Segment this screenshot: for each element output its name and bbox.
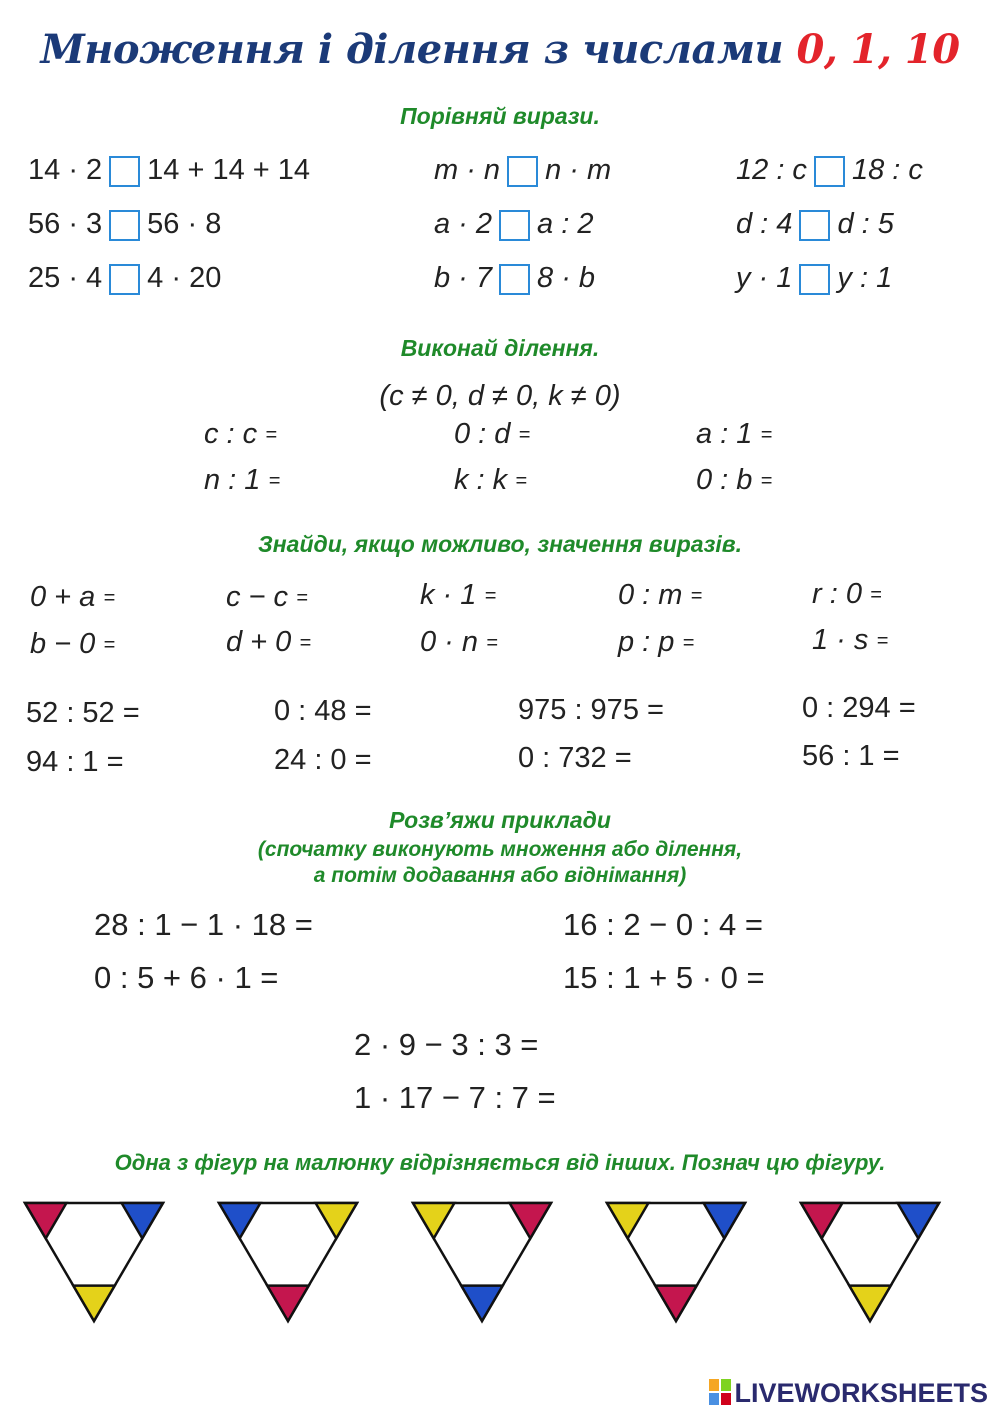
compare-row: y · 1 y : 1 — [736, 262, 893, 294]
find-expr: r : 0 = — [812, 578, 882, 610]
division-expr: 0 : d = — [454, 418, 531, 450]
compare-answer-box[interactable] — [499, 264, 530, 295]
numeric-expr: 0 : 48 = — [274, 695, 372, 727]
compare-answer-box[interactable] — [799, 210, 830, 241]
triangle-corner-bottom — [849, 1286, 890, 1321]
page-title: Множення і ділення з числами 0, 1, 10 — [40, 26, 960, 73]
triangle-corner-bottom — [655, 1286, 696, 1321]
compare-row: 56 · 3 56 · 8 — [28, 208, 222, 240]
numeric-expr: 56 : 1 = — [802, 740, 900, 772]
division-expr: 0 : b = — [696, 464, 773, 496]
division-expr: a : 1 = — [696, 418, 773, 450]
find-expr: 0 : m = — [618, 579, 703, 611]
solve-note-line2: а потім додавання або віднімання) — [313, 864, 687, 887]
compare-answer-box[interactable] — [499, 210, 530, 241]
division-expr: n : 1 = — [204, 464, 281, 496]
division-expr: c : c = — [204, 418, 277, 450]
numeric-expr: 0 : 732 = — [518, 742, 632, 774]
solve-expr: 15 : 1 + 5 · 0 = — [563, 960, 765, 995]
division-condition: (c ≠ 0, d ≠ 0, k ≠ 0) — [379, 380, 621, 412]
find-expr: k · 1 = — [420, 579, 497, 611]
solve-expr: 16 : 2 − 0 : 4 = — [563, 907, 763, 942]
find-expr: c − c = — [226, 581, 308, 613]
liveworksheets-logo-icon — [709, 1379, 731, 1405]
solve-expr: 2 · 9 − 3 : 3 = — [354, 1027, 539, 1062]
find-expr: 1 · s = — [812, 624, 889, 656]
heading-figures: Одна з фігур на малюнку відрізняється від інших. Познач цю фігуру. — [114, 1150, 886, 1175]
triangle-corner-bottom — [73, 1286, 114, 1321]
heading-divide: Виконай ділення. — [400, 335, 600, 361]
solve-expr: 1 · 17 − 7 : 7 = — [354, 1080, 556, 1115]
triangle-figure[interactable] — [604, 1200, 748, 1324]
heading-solve: Розв’яжи приклади — [389, 807, 611, 833]
find-expr: 0 + a = — [30, 581, 116, 613]
solve-note-line1: (спочатку виконують множення або ділення, — [257, 838, 743, 861]
solve-expr: 0 : 5 + 6 · 1 = — [94, 960, 279, 995]
triangle-corner-bottom — [461, 1286, 502, 1321]
numeric-expr: 24 : 0 = — [274, 744, 372, 776]
liveworksheets-logo: LIVEWORKSHEETS — [709, 1378, 988, 1409]
triangle-corner-bottom — [267, 1286, 308, 1321]
compare-row: a · 2 a : 2 — [434, 208, 594, 240]
solve-expr: 28 : 1 − 1 · 18 = — [94, 907, 313, 942]
numeric-expr: 52 : 52 = — [26, 697, 140, 729]
compare-answer-box[interactable] — [507, 156, 538, 187]
numeric-expr: 94 : 1 = — [26, 746, 124, 778]
compare-row: b · 7 8 · b — [434, 262, 596, 294]
heading-compare: Порівняй вирази. — [400, 103, 600, 129]
find-expr: p : p = — [618, 626, 695, 658]
numeric-expr: 975 : 975 = — [518, 694, 664, 726]
heading-find: Знайди, якщо можливо, значення виразів. — [258, 531, 742, 557]
compare-answer-box[interactable] — [814, 156, 845, 187]
find-expr: d + 0 = — [226, 626, 312, 658]
compare-row: 12 : c 18 : c — [736, 154, 923, 186]
triangle-figure[interactable] — [216, 1200, 360, 1324]
compare-row: m · n n · m — [434, 154, 612, 186]
division-expr: k : k = — [454, 464, 527, 496]
compare-row: 25 · 4 4 · 20 — [28, 262, 222, 294]
find-expr: b − 0 = — [30, 628, 116, 660]
compare-answer-box[interactable] — [109, 210, 140, 241]
compare-answer-box[interactable] — [109, 264, 140, 295]
compare-answer-box[interactable] — [799, 264, 830, 295]
compare-row: 14 · 2 14 + 14 + 14 — [28, 154, 311, 186]
triangle-figure[interactable] — [798, 1200, 942, 1324]
triangle-figure[interactable] — [22, 1200, 166, 1324]
numeric-expr: 0 : 294 = — [802, 692, 916, 724]
find-expr: 0 · n = — [420, 626, 498, 658]
compare-row: d : 4 d : 5 — [736, 208, 894, 240]
compare-answer-box[interactable] — [109, 156, 140, 187]
triangle-figure[interactable] — [410, 1200, 554, 1324]
